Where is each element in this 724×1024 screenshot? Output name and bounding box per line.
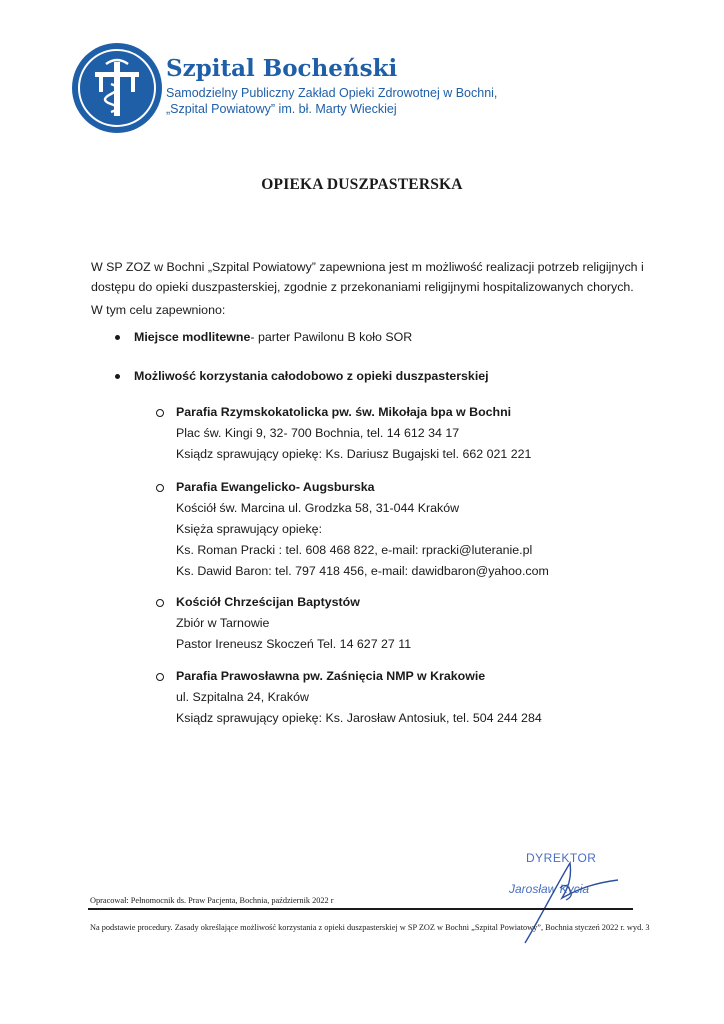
bullet-item: Miejsce modlitewne- parter Pawilonu B koło SOR [134, 330, 413, 344]
signature [500, 858, 620, 948]
bullet-dot [115, 374, 120, 379]
bullet-dot [115, 335, 120, 340]
list-circle [156, 599, 164, 607]
parish-entry: Parafia Rzymskokatolicka pw. św. Mikołaja bpa w Bochni Plac św. Kingi 9, 32- 700 Bochnia, tel. 14 612 34 17 Ksiądz sprawujący opiekę: Ks. Dariusz Bugajski tel. 662 021 221 [176, 405, 532, 461]
parish-entry: Parafia Prawosławna pw. Zaśnięcia NMP w Krakowie ul. Szpitalna 24, Kraków Ksiądz sprawujący opiekę: Ks. Jarosław Antosiuk, tel. 504 244 284 [176, 669, 542, 725]
footer-prepared: Opracował: Pełnomocnik ds. Praw Pacjenta, Bochnia, październik 2022 r [90, 896, 334, 905]
director-name-stamp: Jarosław Kycia [509, 882, 590, 896]
list-circle [156, 484, 164, 492]
list-circle [156, 673, 164, 681]
bullet-item: Możliwość korzystania całodobowo z opieki duszpasterskiej [134, 369, 489, 383]
director-stamp: DYREKTOR [526, 851, 597, 865]
footer-basis: Na podstawie procedury. Zasady określające możliwość korzystania z opieki duszpasterskiej w SP ZOZ w Bochni „Szpital Powiatowy”, Bochnia styczeń 2022 r. wyd. 3 [90, 923, 650, 932]
intro-line-2: dostępu do opieki duszpasterskiej, zgodnie z przekonaniami religijnymi hospitalizowanych chorych. [91, 280, 634, 294]
list-circle [156, 409, 164, 417]
hospital-subtitle: Samodzielny Publiczny Zakład Opieki Zdrowotnej w Bochni, „Szpital Powiatowy” im. bł. Marty Wieckiej [166, 86, 498, 116]
footer-divider [88, 908, 633, 910]
parish-entry: Kościół Chrześcijan Baptystów Zbiór w Tarnowie Pastor Ireneusz Skoczeń Tel. 14 627 27 11 [176, 595, 412, 651]
intro-line-1: W SP ZOZ w Bochni „Szpital Powiatowy” zapewniona jest m możliwość realizacji potrzeb religijnych i [91, 260, 644, 274]
intro-line-3: W tym celu zapewniono: [91, 303, 226, 317]
hospital-name: Szpital Bocheński [166, 55, 398, 82]
hospital-logo [71, 42, 163, 134]
document-title: OPIEKA DUSZPASTERSKA [261, 176, 463, 193]
parish-entry: Parafia Ewangelicko- Augsburska Kościół św. Marcina ul. Grodzka 58, 31-044 Kraków Księża sprawujący opiekę: Ks. Roman Pracki : tel. 608 468 822, e-mail: rpracki@luteranie.pl Ks. Dawid Baron: tel. 797 418 456, e-mail: dawidbaron@yahoo.com [176, 480, 549, 578]
